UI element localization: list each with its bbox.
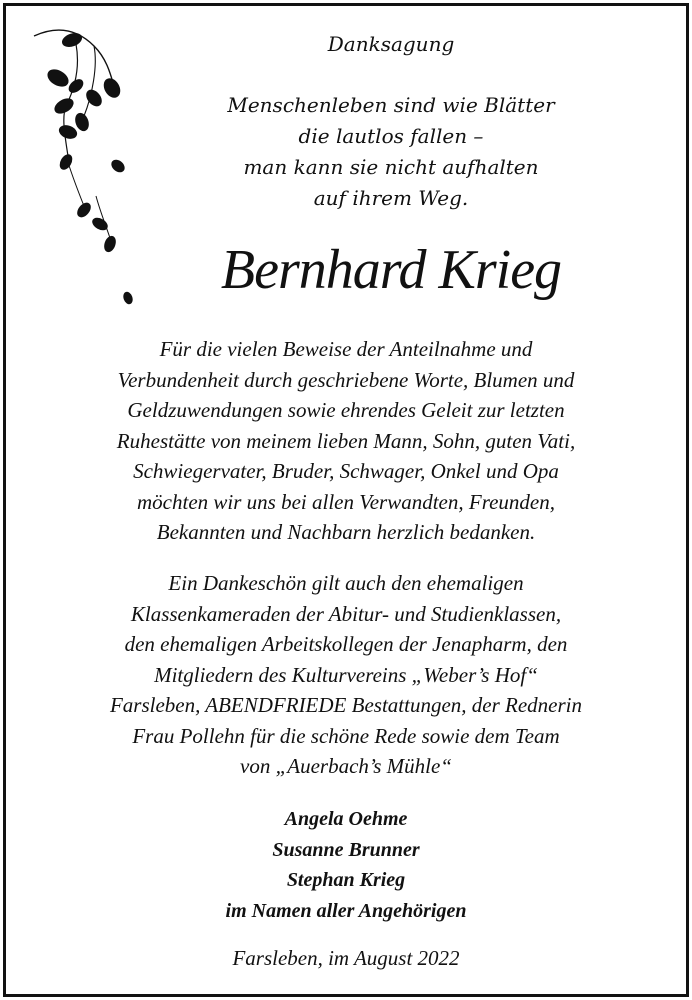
signer-name: Angela Oehme: [284, 808, 408, 830]
paragraph-line: Ruhestätte von meinem lieben Mann, Sohn, guten Vati,: [116, 428, 576, 453]
poem-line: die lautlos fallen –: [298, 124, 484, 148]
poem-line: Menschenleben sind wie Blätter: [227, 93, 555, 117]
signer-name: Susanne Brunner: [272, 838, 420, 861]
signer-name: Stephan Krieg: [286, 869, 406, 891]
additional-thanks-paragraph: [30, 568, 662, 782]
paragraph-line: Schwiegervater, Bruder, Schwager, Onkel und Opa: [133, 459, 559, 483]
signers: [6, 804, 686, 926]
paragraph-line: möchten wir uns bei allen Verwandten, Freunden,: [137, 489, 555, 514]
paragraph-line: von „Auerbach’s Mühle“: [240, 754, 452, 778]
poem-line: man kann sie nicht aufhalten: [243, 155, 539, 179]
paragraph-line: Verbundenheit durch geschriebene Worte, Blumen und: [117, 367, 575, 392]
paragraph-line: Frau Pollehn für die schöne Rede sowie dem Team: [132, 723, 560, 748]
paragraph-line: Ein Dankeschön gilt auch den ehemaligen: [168, 571, 524, 595]
paragraph-line: Mitgliedern des Kulturvereins „Weber’s Hof“: [154, 662, 538, 687]
place-date: Farsleben, im August 2022: [232, 946, 460, 970]
poem: [6, 90, 686, 214]
poem-line: auf ihrem Weg.: [313, 186, 469, 210]
paragraph-line: Für die vielen Beweise der Anteilnahme und: [159, 337, 533, 361]
signer-note: im Namen aller Angehörigen: [225, 899, 467, 922]
paragraph-line: den ehemaligen Arbeitskollegen der Jenapharm, den: [124, 632, 568, 656]
paragraph-line: Bekannten und Nachbarn herzlich bedanken.: [156, 520, 536, 544]
thanks-paragraph: [30, 334, 662, 548]
paragraph-line: Geldzuwendungen sowie ehrendes Geleit zur letzten: [127, 398, 565, 422]
notice-heading: Danksagung: [327, 32, 455, 56]
notice-frame: [3, 3, 689, 997]
deceased-name: Bernhard Krieg: [220, 239, 562, 301]
paragraph-line: Farsleben, ABENDFRIEDE Bestattungen, der Rednerin: [109, 693, 582, 717]
paragraph-line: Klassenkameraden der Abitur- und Studienklassen,: [130, 601, 562, 626]
